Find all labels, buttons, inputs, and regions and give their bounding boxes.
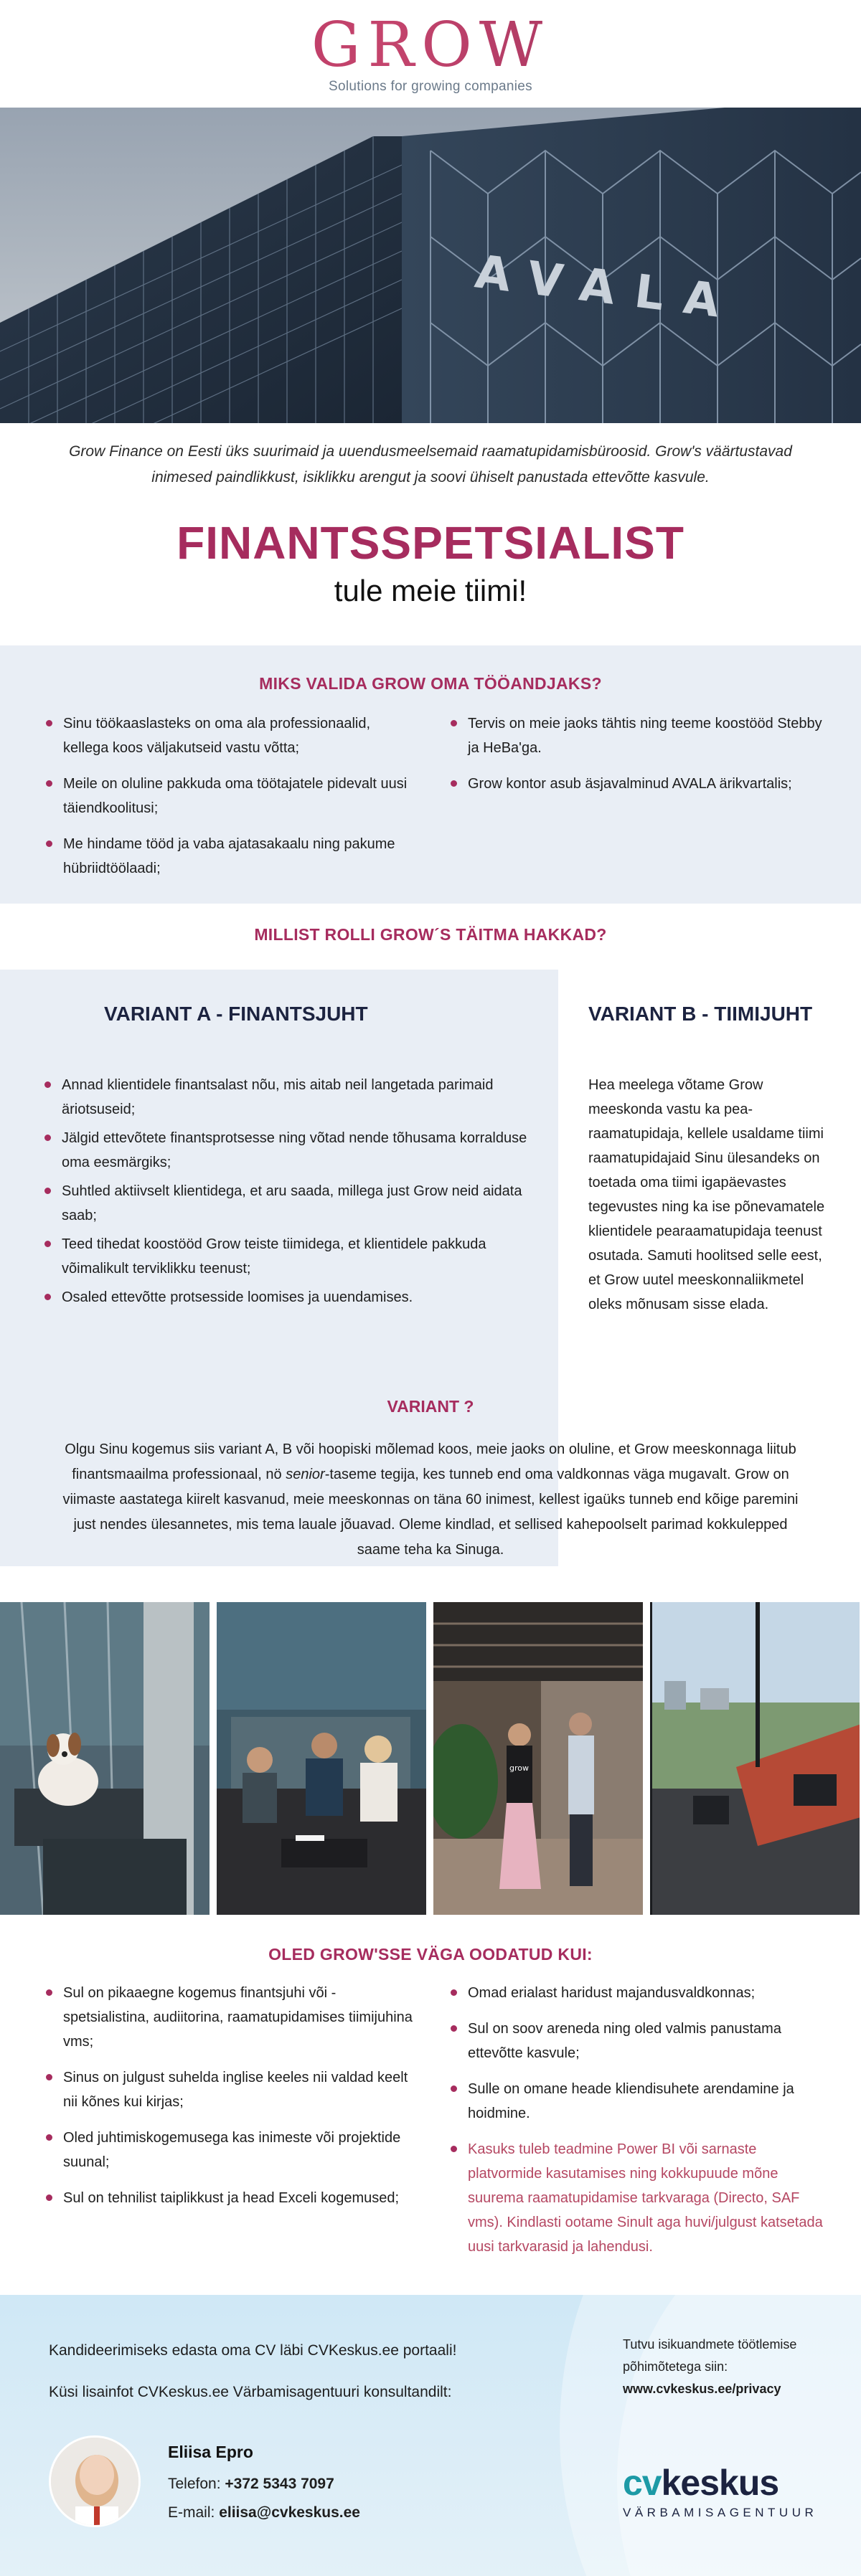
variant-a-title: VARIANT A - FINANTSJUHT [104, 1003, 368, 1025]
list-item: Grow kontor asub äsjavalminud AVALA ärikvartalis; [451, 772, 824, 796]
hero-building-photo [0, 108, 861, 423]
list-item: Omad erialast haridust majandusvaldkonnas; [451, 1981, 824, 2005]
variant-b-description: Hea meelega võtame Grow meeskonda vastu ka pea-raamatupidaja, kellele usaldame tiimi raamatupidajaid Sinu ülesandeks on toetada oma tiimi igapäevastes tegevustes ning ka ise põnevamatele klientidele pearaamatupidaja teenust osutada. Samuti hoolitsed selle eest, et Grow uutel meeskonnaliikmetel oleks mõnusam sisse elada. [588, 1077, 825, 1312]
logo-wordmark: GROW [0, 14, 861, 76]
page-subtitle: tule meie tiimi! [334, 574, 527, 607]
list-item: Sulle on omane heade kliendisuhete arendamine ja hoidmine. [451, 2077, 824, 2126]
why-list-left [46, 711, 419, 892]
variant-a-list [44, 1073, 540, 1314]
list-item: Annad klientidele finantsalast nõu, mis aitab neil langetada parimaid äriotsuseid; [44, 1073, 540, 1122]
intro-text: Grow Finance on Eesti üks suurimaid ja uuendusmeelsemaid raamatupidamisbüroosid. Grow's väärtustavad inimesed paindlikkust, isiklikku arengut ja soovi ühiselt panustada ettevõtte kasvule. [69, 443, 792, 486]
office-photo-corridor [433, 1602, 643, 1915]
privacy-link[interactable]: www.cvkeskus.ee/privacy [623, 2382, 781, 2396]
company-logo [0, 9, 861, 94]
why-heading: MIKS VALIDA GROW OMA TÖÖANDJAKS? [259, 674, 602, 693]
list-item: Jälgid ettevõtete finantsprotsesse ning võtad nende tõhusama korralduse oma eesmärgiks; [44, 1126, 540, 1175]
footer [0, 2295, 861, 2576]
list-item-highlight: Kasuks tuleb teadmine Power BI või sarnaste platvormide kasutamises ning kokkupuude mõne suurema raamatupidamise tarkvaraga (Directo, SAF vms). Kindlasti ootame Sinult aga huvi/julgust katsetada uusi tarkvarasid ja lahendusi. [451, 2137, 824, 2259]
page-title: FINANTSSPETSIALIST [177, 517, 684, 569]
expectations-list-right [451, 1981, 824, 2270]
list-item: Sul on pikaaegne kogemus finantsjuhi või - spetsialistina, audiitorina, raamatupidamises tiimijuhina vms; [46, 1981, 419, 2054]
logo-tagline: Solutions for growing companies [329, 79, 532, 94]
building-illustration [0, 108, 861, 423]
cvkeskus-logo [623, 2463, 845, 2520]
list-item: Sinu töökaaslasteks on oma ala professionaalid, kellega koos väljakutseid vastu võtta; [46, 711, 419, 760]
why-grow-section [0, 645, 861, 904]
privacy-notice [623, 2334, 845, 2400]
contact-name: Eliisa Epro [168, 2443, 253, 2461]
list-item: Tervis on meie jaoks tähtis ning teeme koostööd Stebby ja HeBa'ga. [451, 711, 824, 760]
why-list-right [451, 711, 824, 808]
privacy-text: Tutvu isikuandmete töötlemise põhimõtetega siin: [623, 2337, 797, 2374]
list-item: Osaled ettevõtte protsesside loomises ja uuendamises. [44, 1285, 540, 1310]
variant-q-description: Olgu Sinu kogemus siis variant A, B või hoopiski mõlemad koos, meie jaoks on oluline, et Grow meeskonnaga liitub finantsmaailma professionaal, nö senior-taseme tegija, kes tunneb end oma valdkonnas väga mugavalt. Grow on viimaste aastatega kiirelt kasvanud, meie meeskonnas on täna 60 inimest, kellest igaüks tunneb end kõige paremini just nendes ülesannetes, mis tema lauale jõuavad. Oleme kindlad, et sellised kahepoolselt parimad kokkulepped saame teha ka Sinuga. [62, 1441, 799, 1558]
phone-number[interactable]: +372 5343 7097 [225, 2476, 334, 2492]
list-item: Me hindame tööd ja vaba ajatasakaalu ning pakume hübriidtöölaadi; [46, 832, 419, 881]
list-item: Oled juhtimiskogemusega kas inimeste või projektide suunal; [46, 2126, 419, 2174]
avatar [49, 2435, 141, 2527]
building-sign: AVALA [472, 245, 743, 331]
expectations-heading: OLED GROW'SSE VÄGA OODATUD KUI: [268, 1945, 593, 1964]
list-item: Meile on oluline pakkuda oma töötajatele pidevalt uusi täiendkoolitusi; [46, 772, 419, 820]
office-photo-view [650, 1602, 860, 1915]
apply-instruction: Kandideerimiseks edasta oma CV läbi CVKeskus.ee portaali! [49, 2342, 457, 2359]
list-item: Sul on soov areneda ning oled valmis panustama ettevõtte kasvule; [451, 2017, 824, 2065]
cvkeskus-subtitle: VÄRBAMISAGENTUUR [623, 2506, 818, 2519]
office-photo-meeting [217, 1602, 426, 1915]
shirt-logo: grow [509, 1763, 529, 1773]
list-item: Sul on tehnilist taiplikkust ja head Exceli kogemused; [46, 2186, 419, 2210]
contact-instruction: Küsi lisainfot CVKeskus.ee Värbamisagentuuri konsultandilt: [49, 2384, 452, 2400]
variant-q-title: VARIANT ? [387, 1397, 474, 1416]
list-item: Suhtled aktiivselt klientidega, et aru saada, millega just Grow neid aidata saab; [44, 1179, 540, 1228]
variant-b-title: VARIANT B - TIIMIJUHT [588, 1003, 813, 1025]
expectations-list-left [46, 1981, 419, 2222]
cvkeskus-wordmark: cvkeskus [623, 2463, 779, 2503]
email-link[interactable]: eliisa@cvkeskus.ee [219, 2504, 360, 2521]
office-photo-dog [0, 1602, 210, 1915]
contact-phone: Telefon: +372 5343 7097 [168, 2476, 334, 2492]
list-item: Teed tihedat koostööd Grow teiste tiimidega, et klientidele pakkuda võimalikult terviklikku teenust; [44, 1232, 540, 1281]
list-item: Sinus on julgust suhelda inglise keeles nii valdad keelt nii kõnes kui kirjas; [46, 2065, 419, 2114]
role-question-heading: MILLIST ROLLI GROW´S TÄITMA HAKKAD? [254, 925, 607, 944]
contact-email: E-mail: eliisa@cvkeskus.ee [168, 2504, 360, 2521]
